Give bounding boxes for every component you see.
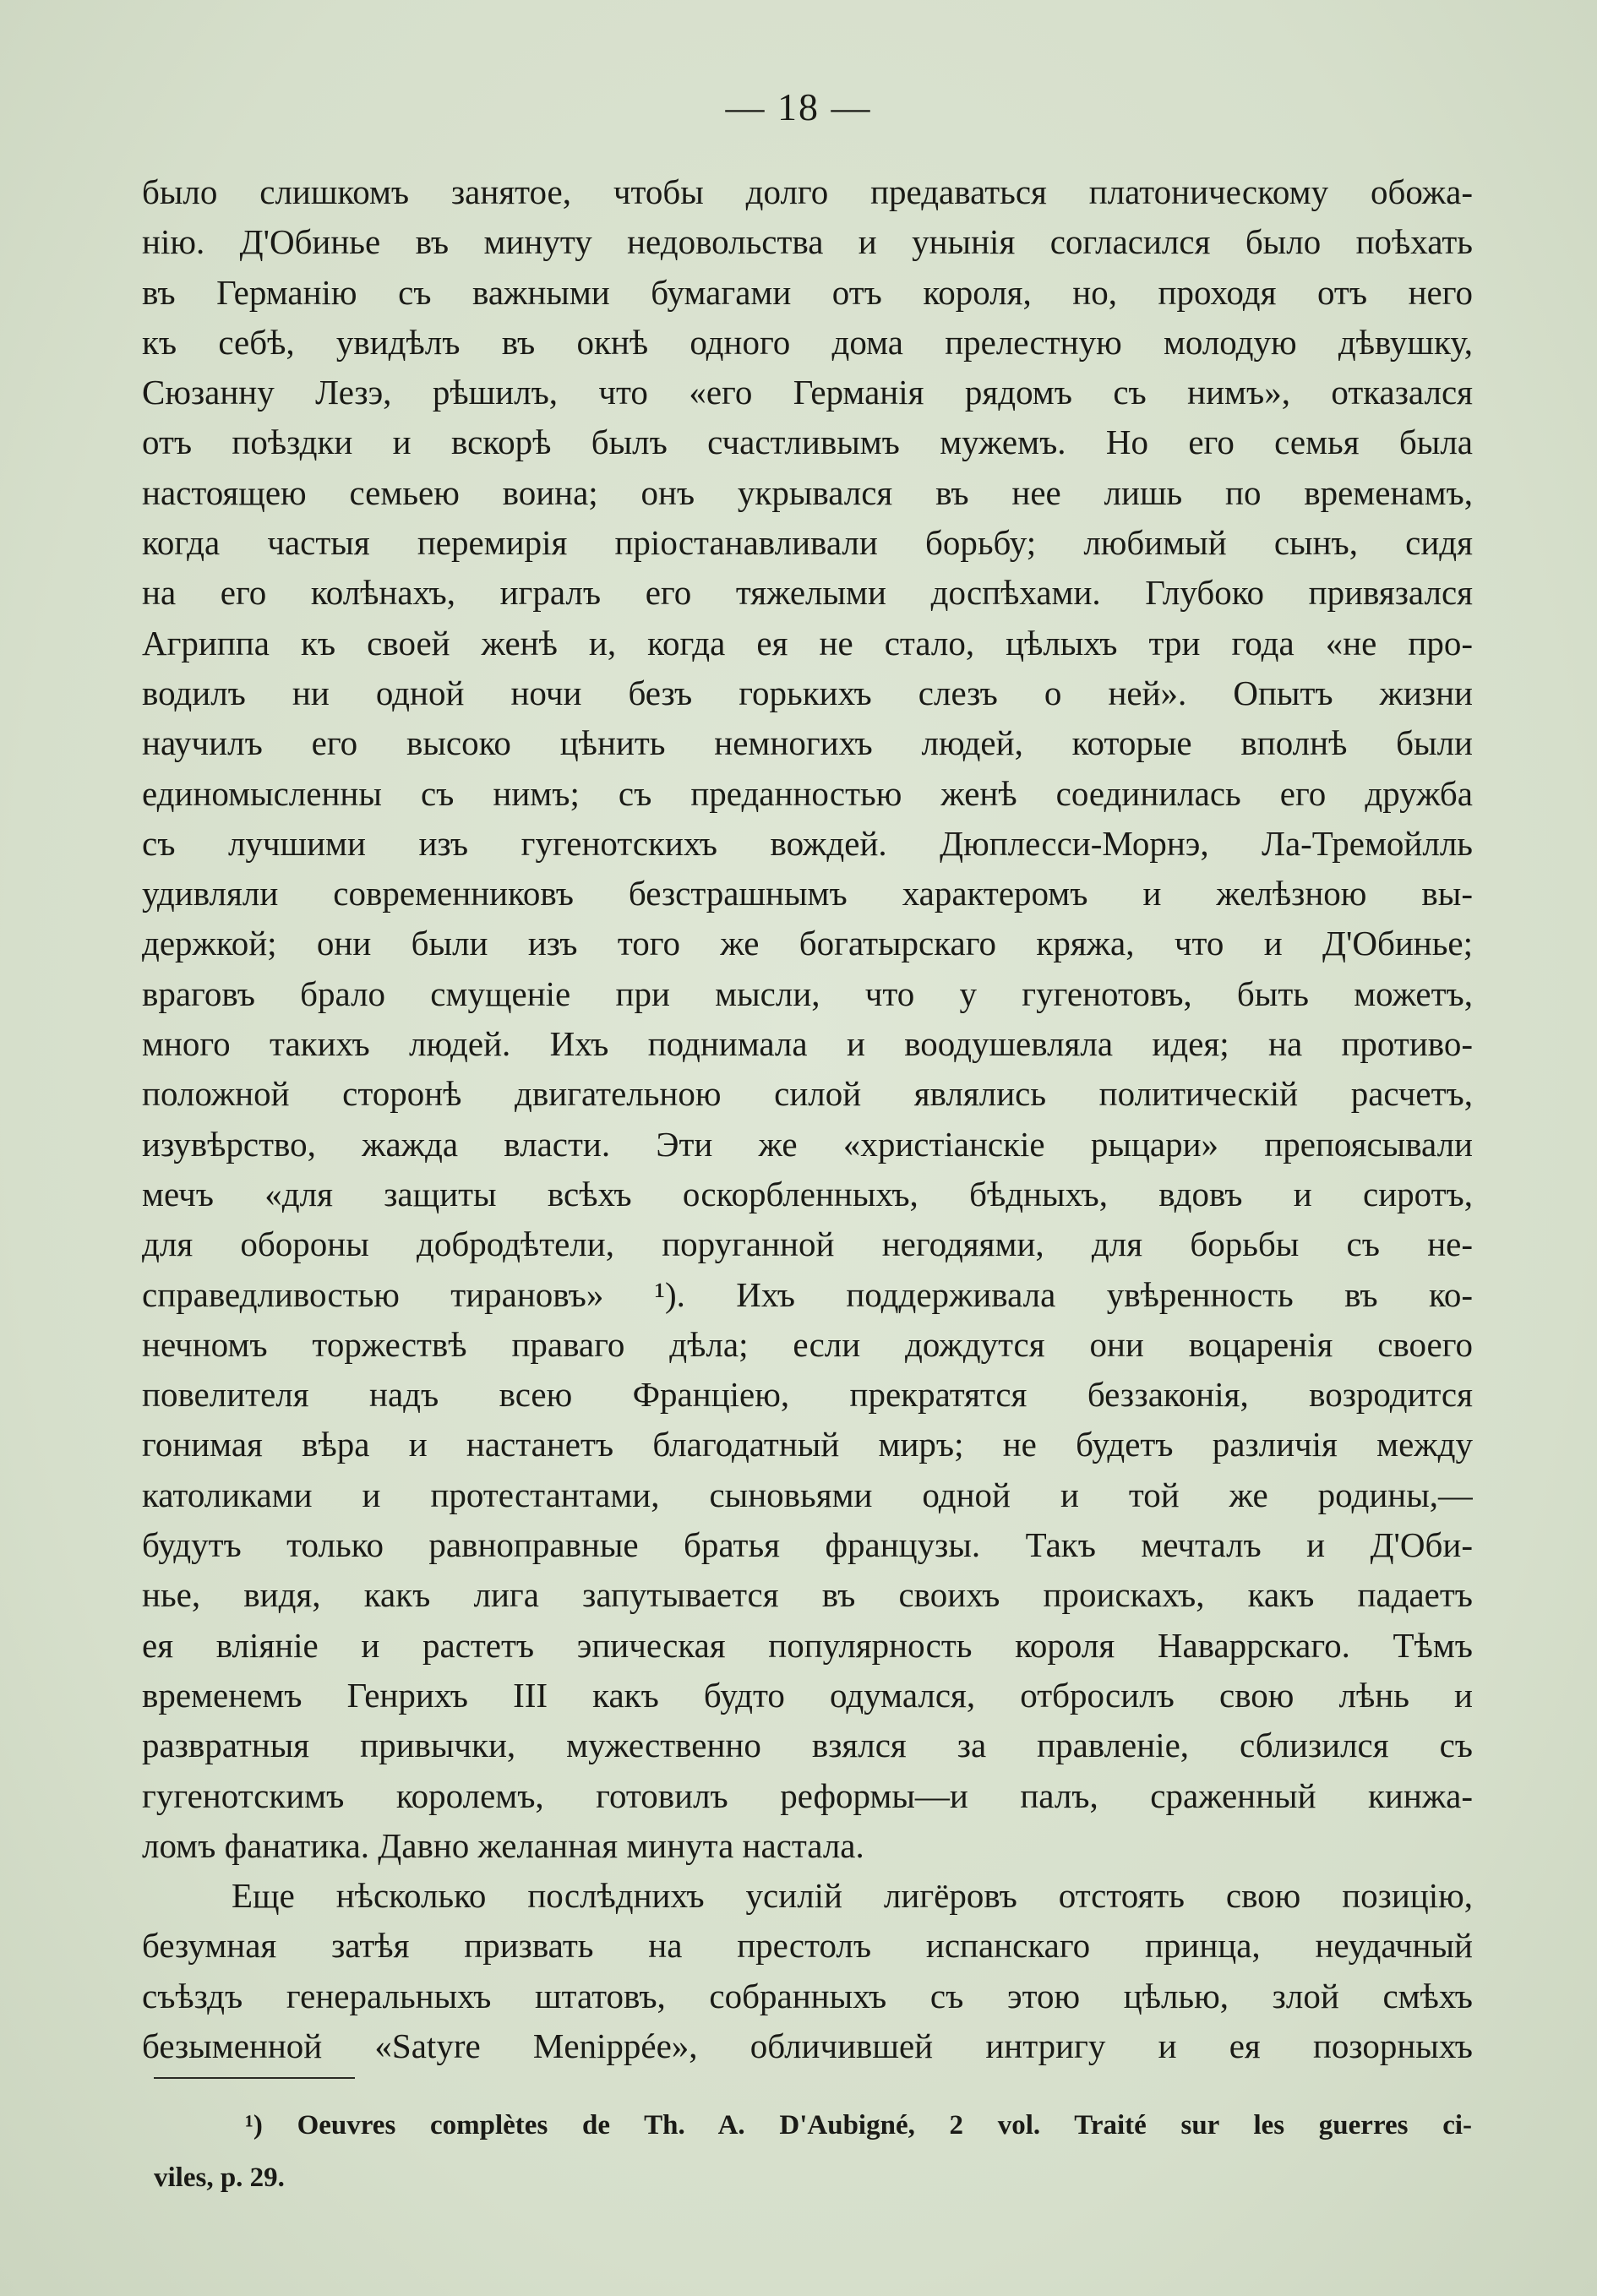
footnotes xyxy=(154,2099,1472,2204)
text-line: мечъ «для защиты всѣхъ оскорбленныхъ, бѣдныхъ, вдовъ и сиротъ, xyxy=(142,1174,1473,1213)
text-line: къ себѣ, увидѣлъ въ окнѣ одного дома прелестную молодую дѣвушку, xyxy=(142,322,1473,362)
text-line: было слишкомъ занятое, чтобы долго предаваться платоническому обожа- xyxy=(142,172,1473,211)
footnote-line: ¹) Oeuvres complètes de Th. A. D'Aubigné, 2 vol. Traité sur les guerres ci- xyxy=(245,2110,1472,2141)
text-line: единомысленны съ нимъ; съ преданностью женѣ соединилась его дружба xyxy=(142,773,1473,813)
text-line: для обороны добродѣтели, поруганной негодяями, для борьбы съ не- xyxy=(142,1224,1473,1264)
text-line: будутъ только равноправные братья французы. Такъ мечталъ и Д'Оби- xyxy=(142,1525,1473,1565)
text-line: удивляли современниковъ безстрашнымъ характеромъ и желѣзною вы- xyxy=(142,874,1473,913)
text-line: справедливостью тирановъ» ¹). Ихъ поддерживала увѣренность въ ко- xyxy=(142,1274,1473,1314)
text-line: научилъ его высоко цѣнить немногихъ людей, которые вполнѣ были xyxy=(142,723,1473,763)
main-text xyxy=(142,167,1473,2071)
text-line: настоящею семьею воина; онъ укрывался въ нее лишь по временамъ, xyxy=(142,472,1473,512)
text-line: ея вліяніе и растетъ эпическая популярность короля Наваррскаго. Тѣмъ xyxy=(142,1625,1473,1665)
text-line: безыменной «Satyre Menippée», обличившей интригу и ея позорныхъ xyxy=(142,2026,1473,2065)
text-line: ломъ фанатика. Давно желанная минута настала. xyxy=(142,1825,864,1865)
text-line: Сюзанну Лезэ, рѣшилъ, что «его Германія рядомъ съ нимъ», отказался xyxy=(142,373,1473,412)
text-line: безумная затѣя призвать на престолъ испанскаго принца, неудачный xyxy=(142,1926,1473,1966)
text-line: повелителя надъ всею Франціею, прекратятся беззаконія, возродится xyxy=(142,1375,1473,1415)
text-line: отъ поѣздки и вскорѣ былъ счастливымъ мужемъ. Но его семья была xyxy=(142,423,1473,462)
text-line: водилъ ни одной ночи безъ горькихъ слезъ о ней». Опытъ жизни xyxy=(142,673,1473,712)
page-number: — 18 — xyxy=(725,85,872,128)
text-line: много такихъ людей. Ихъ поднимала и воодушевляла идея; на противо- xyxy=(142,1024,1473,1064)
text-line: Еще нѣсколько послѣднихъ усилій лигёровъ отстоять свою позицію, xyxy=(232,1876,1473,1916)
text-line: въ Германію съ важными бумагами отъ короля, но, проходя отъ него xyxy=(142,272,1473,312)
text-line: враговъ брало смущеніе при мысли, что у гугенотовъ, быть можетъ, xyxy=(142,973,1473,1013)
text-line: нье, видя, какъ лига запутывается въ своихъ проискахъ, какъ падаетъ xyxy=(142,1575,1473,1615)
text-line: нію. Д'Обинье въ минуту недовольства и унынія согласился было поѣхать xyxy=(142,222,1473,262)
footnote-line: viles, p. 29. xyxy=(154,2162,285,2193)
text-line: изувѣрство, жажда власти. Эти же «христіанскіе рыцари» препоясывали xyxy=(142,1124,1473,1164)
text-line: гугенотскимъ королемъ, готовилъ реформы—и палъ, сраженный кинжа- xyxy=(142,1775,1473,1815)
text-line: католиками и протестантами, сыновьями одной и той же родины,— xyxy=(142,1475,1473,1514)
text-line: на его колѣнахъ, игралъ его тяжелыми доспѣхами. Глубоко привязался xyxy=(142,573,1473,613)
text-line: съ лучшими изъ гугенотскихъ вождей. Дюплесси-Морнэ, Ла-Тремойлль xyxy=(142,823,1473,863)
text-line: положной сторонѣ двигательною силой являлись политическій расчетъ, xyxy=(142,1074,1473,1114)
text-line: гонимая вѣра и настанетъ благодатный миръ; не будетъ различія между xyxy=(142,1425,1473,1464)
text-line: временемъ Генрихъ III какъ будто одумался, отбросилъ свою лѣнь и xyxy=(142,1675,1473,1715)
text-line: Агриппа къ своей женѣ и, когда ея не стало, цѣлыхъ три года «не про- xyxy=(142,623,1473,663)
text-line: держкой; они были изъ того же богатырскаго кряжа, что и Д'Обинье; xyxy=(142,924,1473,963)
text-line: развратныя привычки, мужественно взялся за правленіе, сблизился съ xyxy=(142,1726,1473,1765)
text-line: съѣздъ генеральныхъ штатовъ, собранныхъ съ этою цѣлью, злой смѣхъ xyxy=(142,1976,1473,2015)
footnote-divider xyxy=(154,2077,355,2079)
text-line: нечномъ торжествѣ праваго дѣла; если дождутся они воцаренія своего xyxy=(142,1324,1473,1364)
text-line: когда частыя перемирія пріостанавливали борьбу; любимый сынъ, сидя xyxy=(142,523,1473,563)
